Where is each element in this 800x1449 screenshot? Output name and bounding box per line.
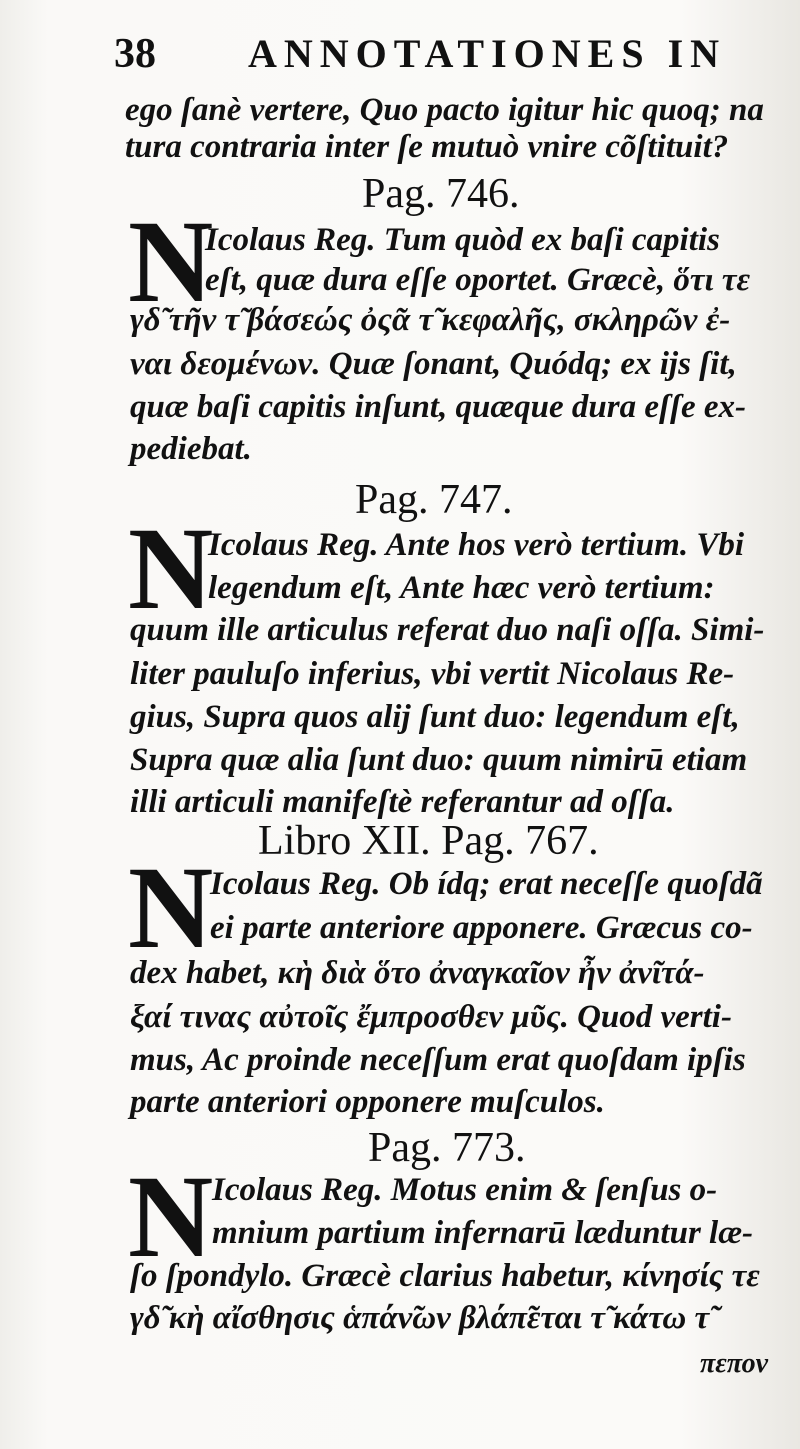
- text-line: mus, Ac proinde neceſſum erat quoſdam ipſis: [130, 1042, 746, 1078]
- text-line: mnium partium infernarū læduntur læ-: [212, 1215, 754, 1251]
- text-line: quæ baſi capitis inſunt, quæque dura eſſe ex-: [130, 389, 747, 425]
- section-heading: Pag. 773.: [368, 1125, 526, 1171]
- drop-cap: N: [128, 196, 214, 327]
- section-heading: Libro XII. Pag. 767.: [258, 818, 599, 864]
- text-line: Icolaus Reg. Ante hos verò tertium. Vbi: [208, 527, 744, 563]
- drop-cap: N: [128, 503, 214, 634]
- text-line: Icolaus Reg. Ob ídq; erat neceſſe quoſdã: [210, 866, 763, 902]
- text-line: dex habet, κὴ διὰ ὅτο ἀναγκαῖον ἦν ἀν̃ιτά-: [130, 955, 705, 991]
- section-heading: Pag. 746.: [362, 171, 520, 217]
- text-line: Supra quæ alia ſunt duo: quum nimirū etiam: [130, 742, 748, 778]
- text-line: pediebat.: [130, 431, 252, 467]
- text-line: ξαί τινας αὐτοῖς ἔμπροσθεν μῦς. Quod verti-: [130, 999, 732, 1035]
- page-number: 38: [114, 31, 156, 77]
- drop-cap: N: [128, 1151, 214, 1282]
- running-head: ANNOTATIONES IN: [248, 31, 727, 76]
- text-line: γδ̃ κὴ αἴσθησις ἁπάν̃ων βλάπ̃εται τ̃ κάτω τ̃: [130, 1300, 710, 1336]
- text-line: Icolaus Reg. Motus enim & ſenſus o-: [212, 1172, 718, 1208]
- drop-cap: N: [128, 842, 214, 973]
- text-line: γδ̃ τῆν τ̃ βάσεώς ὀςᾶ τ̃ κεφαλῆς, σκληρῶν ἐ-: [130, 302, 731, 338]
- catchword: πεπον: [700, 1348, 769, 1379]
- text-line: liter pauluſo inferius, vbi vertit Nicolaus Re-: [130, 656, 735, 692]
- text-line: legendum eſt, Ante hæc verò tertium:: [208, 570, 715, 606]
- text-line: ſo ſpondylo. Græcè clarius habetur, κίνησίς τε: [130, 1258, 760, 1294]
- text-line: gius, Supra quos alij ſunt duo: legendum eſt,: [130, 699, 740, 735]
- text-line: quum ille articulus referat duo naſi oſſa. Simi-: [130, 612, 765, 648]
- text-line: ei parte anteriore apponere. Græcus co-: [210, 910, 753, 946]
- intro-line: tura contraria inter ſe mutuò vnire cõſtituit?: [125, 129, 729, 165]
- text-line: illi articuli manifeſtè referantur ad oſſa.: [130, 784, 675, 820]
- intro-line: ego ſanè vertere, Quo pacto igitur hic quoq; na: [125, 92, 764, 128]
- text-line: Icolaus Reg. Tum quòd ex baſi capitis: [205, 222, 720, 258]
- text-line: ναι δεομένων. Quæ ſonant, Quódq; ex ijs ſit,: [130, 346, 737, 382]
- text-line: eſt, quæ dura eſſe oportet. Græcè, ὅτι τε: [205, 262, 751, 298]
- section-heading: Pag. 747.: [355, 477, 513, 523]
- text-line: parte anteriori opponere muſculos.: [130, 1084, 605, 1120]
